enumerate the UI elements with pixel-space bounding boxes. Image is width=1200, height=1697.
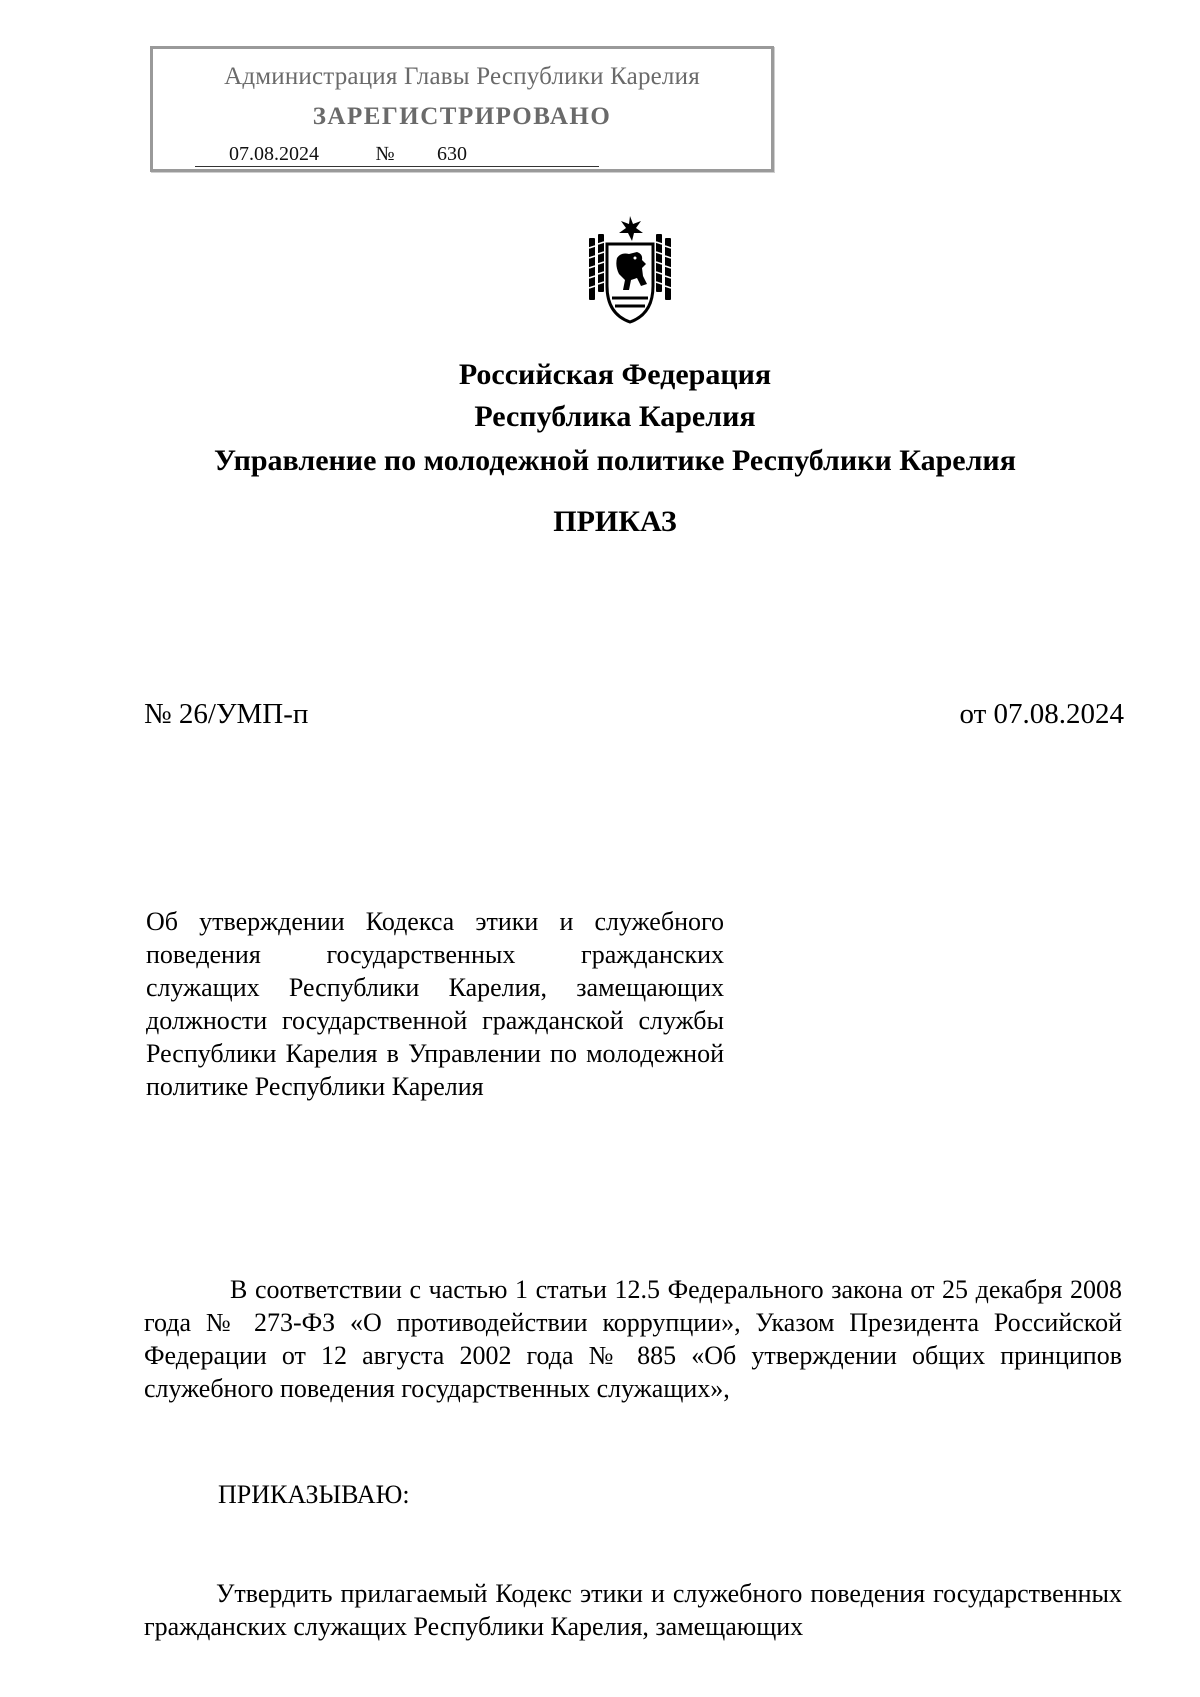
stamp-organization: Администрация Главы Республики Карелия	[224, 63, 700, 90]
karelia-coat-of-arms-icon	[585, 214, 675, 326]
order-item-paragraph: Утвердить прилагаемый Кодекс этики и служебного поведения государственных гражданских служащих Республики Карелия, замещающих	[144, 1579, 1122, 1641]
document-number: № 26/УМП-п	[144, 698, 309, 730]
stamp-number-sign: №	[371, 143, 399, 167]
header-department: Управление по молодежной политике Республики Карелия	[214, 444, 1016, 477]
stamp-number: 630	[399, 143, 599, 167]
header-republic: Республика Карелия	[474, 400, 756, 433]
order-word: ПРИКАЗЫВАЮ:	[218, 1480, 410, 1509]
registration-stamp	[150, 46, 774, 172]
document-date: от 07.08.2024	[959, 698, 1124, 730]
stamp-date: 07.08.2024	[195, 143, 371, 167]
preamble-paragraph: В соответствии с частью 1 статьи 12.5 Федерального закона от 25 декабря 2008 года № 273-ФЗ «О противодействии коррупции», Указом Президента Российской Федерации от 12 августа 2002 года № 885 «Об утверждении общих принципов служебного поведения государственных служащих»,	[144, 1275, 1122, 1403]
stamp-status: ЗАРЕГИСТРИРОВАНО	[312, 103, 612, 130]
document-subject: Об утверждении Кодекса этики и служебного поведения государственных гражданских служащих Республики Карелия, замещающих должности государственной гражданской службы Республики Карелия в Управлении по молодежной политике Республики Карелия	[146, 907, 724, 1101]
header-country: Российская Федерация	[458, 358, 772, 391]
document-type: ПРИКАЗ	[553, 505, 677, 538]
